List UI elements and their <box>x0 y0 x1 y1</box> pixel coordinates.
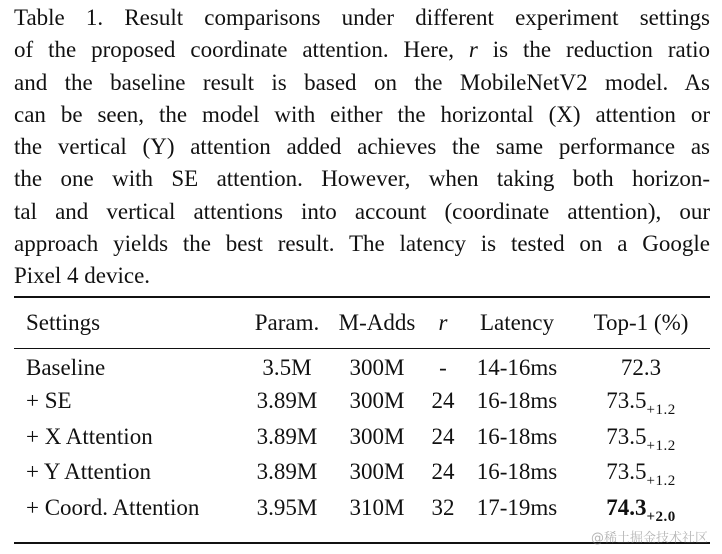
table-row <box>14 348 710 384</box>
cell-top1 <box>572 384 710 420</box>
header-top1: Top-1 (%) <box>593 310 689 335</box>
caption-line: of the proposed coordinate attention. Here, r is the reduction ratio <box>14 37 710 63</box>
results-table <box>14 298 710 526</box>
cell-param: 3.89M <box>256 388 318 414</box>
caption-line: and the baseline result is based on the MobileNetV2 model. As <box>14 69 710 95</box>
header-param: Param. <box>254 310 320 335</box>
top1-value: 73.5 <box>606 459 647 485</box>
header-reduction-ratio: r <box>438 310 448 335</box>
cell-settings: + Coord. Attention <box>26 494 200 520</box>
table-row-best <box>14 490 710 526</box>
caption-line: approach yields the best result. The latency is tested on a Google <box>14 231 710 257</box>
cell-settings: + SE <box>26 388 72 414</box>
caption-line: Pixel 4 device. <box>14 263 151 289</box>
top1-value: 73.5 <box>606 388 647 414</box>
cell-settings: Baseline <box>26 355 106 381</box>
caption-line: the one with SE attention. However, when taking both horizon- <box>14 166 710 192</box>
cell-top1 <box>572 455 710 491</box>
top1-value: 72.3 <box>620 355 662 381</box>
cell-r: 24 <box>431 423 455 449</box>
cell-latency: 17-19ms <box>476 494 558 520</box>
cell-madds: 300M <box>349 459 405 485</box>
cell-param: 3.89M <box>256 459 318 485</box>
cell-top1 <box>572 348 710 384</box>
cell-latency: 16-18ms <box>476 459 558 485</box>
caption-line: tal and vertical attentions into account (coordinate attention), our <box>14 198 710 224</box>
caption-line: can be seen, the model with either the horizontal (X) attention or <box>14 101 710 127</box>
cell-r: 24 <box>431 459 455 485</box>
top1-value-best: 74.3 <box>606 494 647 520</box>
top1-delta: +2.0 <box>646 508 676 525</box>
cell-latency: 16-18ms <box>476 388 558 414</box>
caption-line: Table 1. Result comparisons under different experiment settings <box>14 5 710 30</box>
cell-top1 <box>572 419 710 455</box>
table-caption <box>14 2 710 293</box>
cell-r: - <box>439 355 447 381</box>
watermark: @稀土掘金技术社区 <box>590 531 708 546</box>
top1-delta: +1.2 <box>646 473 676 490</box>
cell-top1 <box>572 490 710 526</box>
header-latency: Latency <box>479 310 555 335</box>
top1-value: 73.5 <box>606 423 647 449</box>
cell-madds: 300M <box>349 388 405 414</box>
cell-madds: 300M <box>349 423 405 449</box>
top1-delta: +1.2 <box>646 402 676 419</box>
cell-madds: 300M <box>349 355 405 381</box>
table-row <box>14 455 710 491</box>
top1-delta: +1.2 <box>646 437 676 454</box>
table-header-row <box>14 298 710 348</box>
cell-madds: 310M <box>349 494 405 520</box>
cell-param: 3.95M <box>256 494 318 520</box>
cell-settings: + X Attention <box>26 423 153 449</box>
header-settings: Settings <box>26 310 101 335</box>
table-row <box>14 419 710 455</box>
cell-r: 32 <box>431 494 455 520</box>
cell-param: 3.5M <box>262 355 312 381</box>
cell-r: 24 <box>431 388 455 414</box>
cell-latency: 16-18ms <box>476 423 558 449</box>
table-row <box>14 384 710 420</box>
cell-param: 3.89M <box>256 423 318 449</box>
header-madds: M-Adds <box>338 310 416 335</box>
cell-settings: + Y Attention <box>26 459 151 485</box>
caption-line: the vertical (Y) attention added achieves the same performance as <box>14 134 710 160</box>
cell-latency: 14-16ms <box>476 355 558 381</box>
